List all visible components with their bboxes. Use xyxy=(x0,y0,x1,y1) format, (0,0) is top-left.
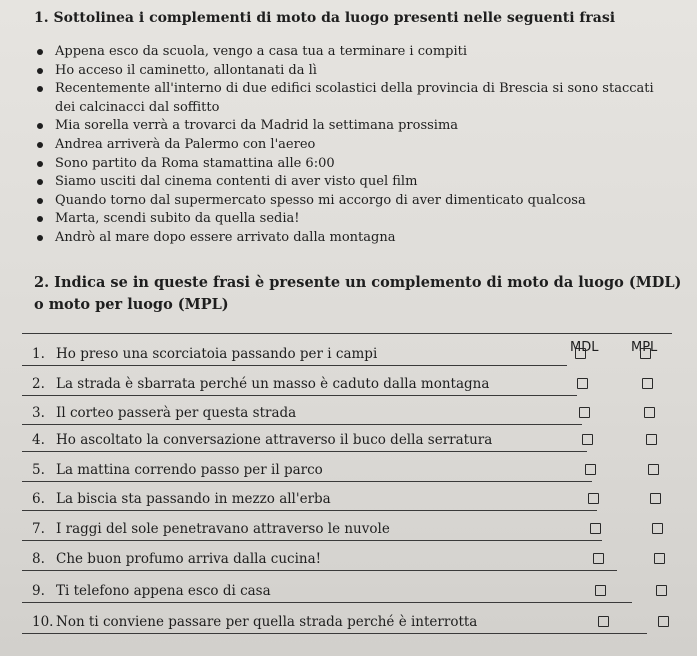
row-number: 5. xyxy=(32,462,45,478)
row-sentence xyxy=(32,614,477,630)
row-number: 4. xyxy=(32,432,45,448)
mpl-checkbox[interactable] xyxy=(654,553,665,564)
row-sentence xyxy=(32,521,390,537)
table-row xyxy=(0,551,697,581)
mdl-checkbox[interactable] xyxy=(575,348,586,359)
row-text: Non ti conviene passare per quella strada perché è interrotta xyxy=(56,614,478,630)
table-top-rule xyxy=(22,333,672,334)
table-row xyxy=(0,462,697,492)
row-text: La strada è sbarrata perché un masso è caduto dalla montagna xyxy=(56,376,490,392)
row-underline xyxy=(22,602,632,603)
column-header-mdl: MDL xyxy=(570,340,599,355)
row-underline xyxy=(22,570,617,571)
mdl-checkbox[interactable] xyxy=(582,434,593,445)
mpl-checkbox[interactable] xyxy=(640,348,651,359)
row-underline xyxy=(22,395,577,396)
row-number: 9. xyxy=(32,583,45,599)
row-sentence xyxy=(32,462,323,478)
row-underline xyxy=(22,540,602,541)
sentence-item: Mia sorella verrà a trovarci da Madrid la settimana prossima xyxy=(0,117,697,136)
mpl-checkbox[interactable] xyxy=(652,523,663,534)
row-number: 2. xyxy=(32,376,45,392)
mpl-checkbox[interactable] xyxy=(642,378,653,389)
sentence-item: Recentemente all'interno di due edifici scolastici della provincia di Brescia si sono staccati dei calcinacci dal soffitto xyxy=(0,80,697,117)
sentence-item: Appena esco da scuola, vengo a casa tua a terminare i compiti xyxy=(0,43,697,62)
row-sentence xyxy=(32,376,489,392)
table-row xyxy=(0,376,697,406)
table-row xyxy=(0,405,697,435)
row-text: I raggi del sole penetravano attraverso le nuvole xyxy=(56,521,390,537)
row-text: La biscia sta passando in mezzo all'erba xyxy=(56,491,331,507)
row-number: 8. xyxy=(32,551,45,567)
row-sentence xyxy=(32,491,331,507)
table-row xyxy=(0,432,697,462)
mpl-checkbox[interactable] xyxy=(648,464,659,475)
mpl-checkbox[interactable] xyxy=(644,407,655,418)
exercise-1-sentence-list xyxy=(0,43,697,248)
exercise-2-title: 2. Indica se in queste frasi è presente un complemento di moto da luogo (MDL) o moto per luogo (MPL) xyxy=(34,274,682,313)
row-underline xyxy=(22,365,567,366)
row-underline xyxy=(22,510,597,511)
row-number: 1. xyxy=(32,346,45,362)
row-sentence xyxy=(32,432,492,448)
row-text: Che buon profumo arriva dalla cucina! xyxy=(56,551,322,567)
row-underline xyxy=(22,481,592,482)
sentence-item: Quando torno dal supermercato spesso mi accorgo di aver dimenticato qualcosa xyxy=(0,192,697,211)
table-row xyxy=(0,583,697,613)
row-underline xyxy=(22,451,587,452)
mdl-checkbox[interactable] xyxy=(588,493,599,504)
table-row xyxy=(0,491,697,521)
sentence-item: Andrò al mare dopo essere arrivato dalla montagna xyxy=(0,229,697,248)
mpl-checkbox[interactable] xyxy=(650,493,661,504)
exercise-1-title: 1. Sottolinea i complementi di moto da luogo presenti nelle seguenti frasi xyxy=(34,10,616,26)
row-underline xyxy=(22,424,582,425)
row-text: Ho ascoltato la conversazione attraverso il buco della serratura xyxy=(56,432,493,448)
row-number: 6. xyxy=(32,491,45,507)
sentence-item: Marta, scendi subito da quella sedia! xyxy=(0,210,697,229)
sentence-item: Ho acceso il caminetto, allontanati da lì xyxy=(0,62,697,81)
row-text: Ti telefono appena esco di casa xyxy=(56,583,271,599)
mdl-checkbox[interactable] xyxy=(577,378,588,389)
row-number: 3. xyxy=(32,405,45,421)
sentence-item: Andrea arriverà da Palermo con l'aereo xyxy=(0,136,697,155)
column-header-mpl: MPL xyxy=(631,340,658,355)
sentence-item: Siamo usciti dal cinema contenti di aver visto quel film xyxy=(0,173,697,192)
row-text: Ho preso una scorciatoia passando per i campi xyxy=(56,346,378,362)
row-sentence xyxy=(32,583,271,599)
row-sentence xyxy=(32,405,296,421)
row-number: 10. xyxy=(32,614,54,630)
row-underline xyxy=(22,633,647,634)
mdl-checkbox[interactable] xyxy=(595,585,606,596)
mdl-checkbox[interactable] xyxy=(585,464,596,475)
row-sentence xyxy=(32,346,377,362)
mdl-checkbox[interactable] xyxy=(598,616,609,627)
row-text: Il corteo passerà per questa strada xyxy=(56,405,297,421)
mdl-checkbox[interactable] xyxy=(579,407,590,418)
mpl-checkbox[interactable] xyxy=(656,585,667,596)
mpl-checkbox[interactable] xyxy=(658,616,669,627)
mdl-checkbox[interactable] xyxy=(593,553,604,564)
sentence-item: Sono partito da Roma stamattina alle 6:00 xyxy=(0,155,697,174)
table-row xyxy=(0,346,697,376)
row-sentence xyxy=(32,551,321,567)
table-row xyxy=(0,614,697,644)
mpl-checkbox[interactable] xyxy=(646,434,657,445)
row-number: 7. xyxy=(32,521,45,537)
table-row xyxy=(0,521,697,551)
mdl-checkbox[interactable] xyxy=(590,523,601,534)
row-text: La mattina correndo passo per il parco xyxy=(56,462,323,478)
